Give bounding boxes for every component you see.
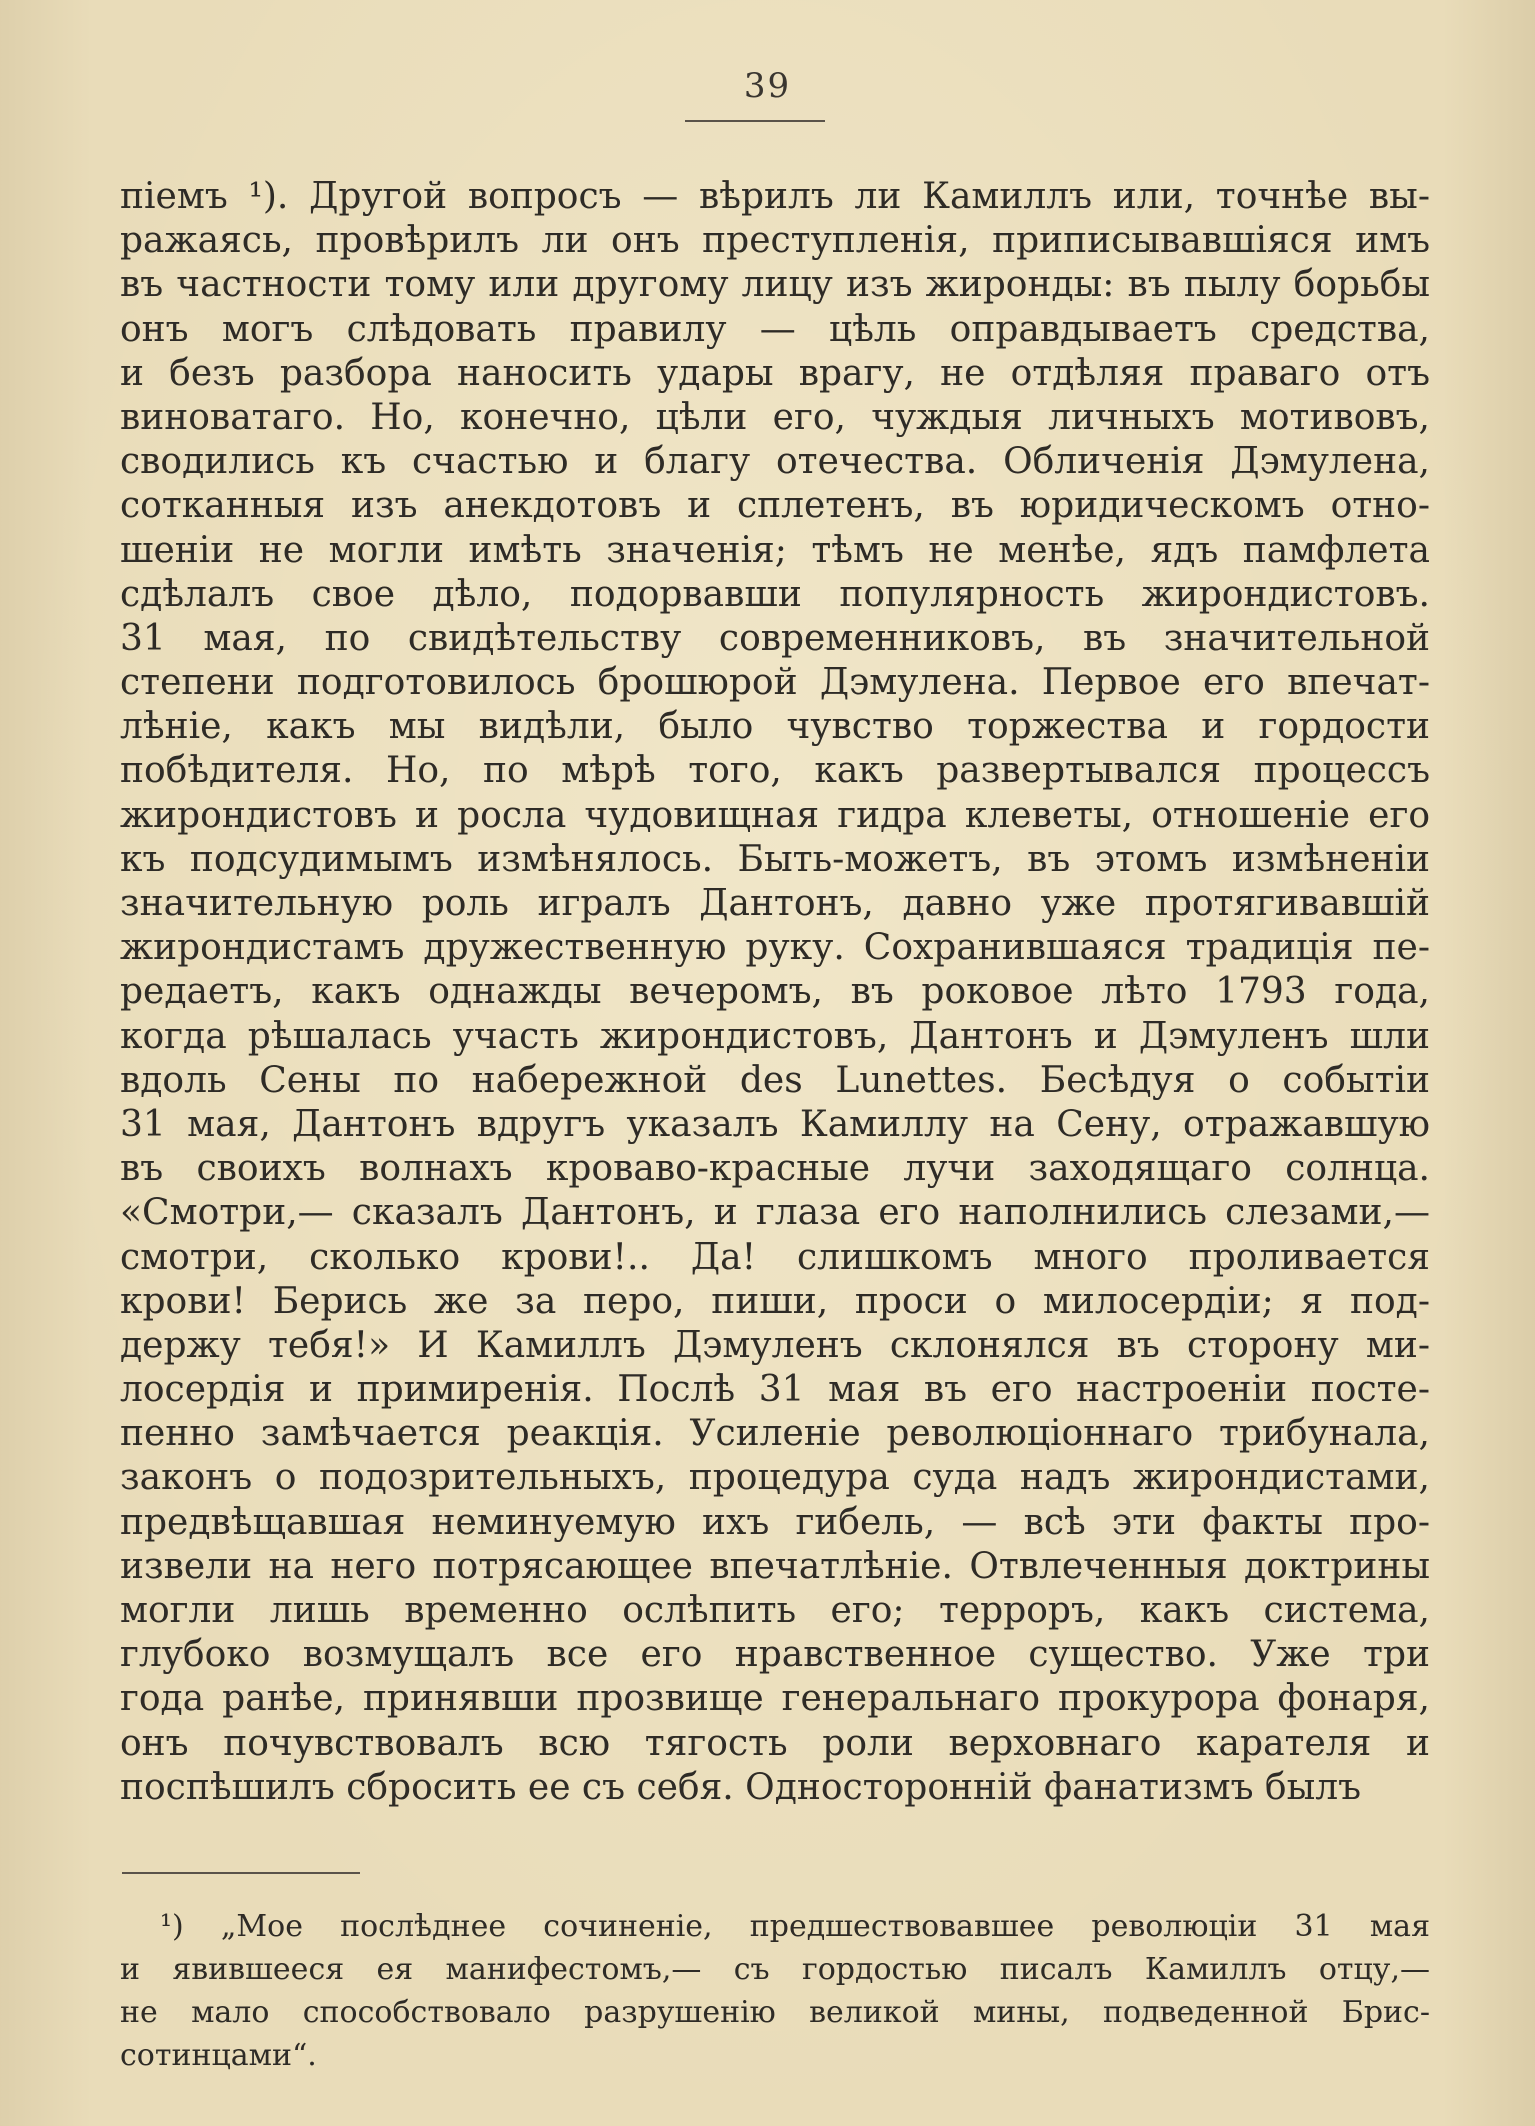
text-line: глубоко возмущалъ все его нравственное существо. Уже три <box>120 1634 1430 1676</box>
text-line: 31 мая, по свидѣтельству современниковъ, въ значительной <box>120 617 1430 659</box>
footnote-rule <box>122 1872 360 1874</box>
text-line: редаетъ, какъ однажды вечеромъ, въ роковое лѣто 1793 года, <box>120 971 1430 1013</box>
page-number: 39 <box>743 66 792 106</box>
footnote-line: сотинцами“. <box>120 2038 317 2073</box>
text-line: пенно замѣчается реакція. Усиленіе революціоннаго трибунала, <box>120 1413 1430 1455</box>
text-line: въ частности тому или другому лицу изъ жиронды: въ пылу борьбы <box>120 264 1430 306</box>
text-line: виноватаго. Но, конечно, цѣли его, чуждыя личныхъ мотивовъ, <box>120 396 1430 438</box>
text-line: когда рѣшалась участь жирондистовъ, Дантонъ и Дэмуленъ шли <box>120 1015 1430 1057</box>
text-line: побѣдителя. Но, по мѣрѣ того, какъ развертывался процессъ <box>120 750 1430 792</box>
text-line: жирондистамъ дружественную руку. Сохранившаяся традиція пе- <box>120 927 1430 969</box>
text-line: сотканныя изъ анекдотовъ и сплетенъ, въ юридическомъ отно- <box>120 485 1430 527</box>
text-line: 31 мая, Дантонъ вдругъ указалъ Камиллу на Сену, отражавшую <box>120 1103 1430 1145</box>
text-line: лѣніе, какъ мы видѣли, было чувство торжества и гордости <box>120 706 1430 748</box>
text-line: въ своихъ волнахъ кроваво-красные лучи заходящаго солнца. <box>120 1148 1430 1190</box>
text-line: смотри, сколько крови!.. Да! слишкомъ много проливается <box>120 1236 1430 1278</box>
text-line: и безъ разбора наносить удары врагу, не отдѣляя праваго отъ <box>120 352 1430 394</box>
text-line: значительную роль игралъ Дантонъ, давно уже протягивавшій <box>120 883 1430 924</box>
text-line: года ранѣе, принявши прозвище генеральнаго прокурора фонаря, <box>120 1678 1430 1720</box>
text-line: степени подготовилось брошюрой Дэмулена. Первое его впечат- <box>120 662 1430 704</box>
text-line: ражаясь, провѣрилъ ли онъ преступленія, приписывавшіяся имъ <box>120 220 1430 262</box>
text-line: жирондистовъ и росла чудовищная гидра клеветы, отношеніе его <box>120 794 1430 836</box>
body-text <box>120 175 1430 1810</box>
footnote-line: ¹) „Мое послѣднее сочиненіе, предшествовавшее революціи 31 мая <box>160 1909 1430 1944</box>
text-line: сводились къ счастью и благу отечества. Обличенія Дэмулена, <box>120 441 1430 483</box>
text-line: лосердія и примиренія. Послѣ 31 мая въ его настроеніи посте- <box>120 1369 1430 1411</box>
text-line: вдоль Сены по набережной des Lunettes. Бесѣдуя о событіи <box>120 1059 1430 1101</box>
text-line: піемъ ¹). Другой вопросъ — вѣрилъ ли Камиллъ или, точнѣе вы- <box>120 176 1430 217</box>
text-line: предвѣщавшая неминуемую ихъ гибель, — всѣ эти факты про- <box>120 1501 1430 1543</box>
text-line: сдѣлалъ свое дѣло, подорвавши популярность жирондистовъ. <box>120 573 1430 615</box>
footnote-line: не мало способствовало разрушенію великой мины, подведенной Брис- <box>120 1995 1430 2030</box>
text-line: извели на него потрясающее впечатлѣніе. Отвлеченныя доктрины <box>120 1545 1430 1587</box>
text-line: онъ могъ слѣдовать правилу — цѣль оправдываетъ средства, <box>120 308 1430 350</box>
text-line: могли лишь временно ослѣпить его; терроръ, какъ система, <box>120 1590 1430 1631</box>
footnote <box>120 1905 1430 2077</box>
text-line: поспѣшилъ сбросить ее съ себя. Односторонній фанатизмъ былъ <box>120 1766 1362 1808</box>
text-line: къ подсудимымъ измѣнялось. Быть-можетъ, въ этомъ измѣненіи <box>120 838 1430 880</box>
text-line: законъ о подозрительныхъ, процедура суда надъ жирондистами, <box>120 1457 1430 1499</box>
footnote-line: и явившееся ея манифестомъ,— съ гордостью писалъ Камиллъ отцу,— <box>120 1952 1430 1987</box>
header-rule <box>685 120 825 122</box>
text-line: шеніи не могли имѣть значенія; тѣмъ не менѣе, ядъ памфлета <box>120 529 1430 571</box>
text-line: крови! Берись же за перо, пиши, проси о милосердіи; я под- <box>120 1280 1430 1322</box>
text-line: «Смотри,— сказалъ Дантонъ, и глаза его наполнились слезами,— <box>120 1192 1430 1234</box>
text-line: держу тебя!» И Камиллъ Дэмуленъ склонялся въ сторону ми- <box>120 1324 1430 1366</box>
text-line: онъ почувствовалъ всю тягость роли верховнаго карателя и <box>120 1722 1430 1764</box>
